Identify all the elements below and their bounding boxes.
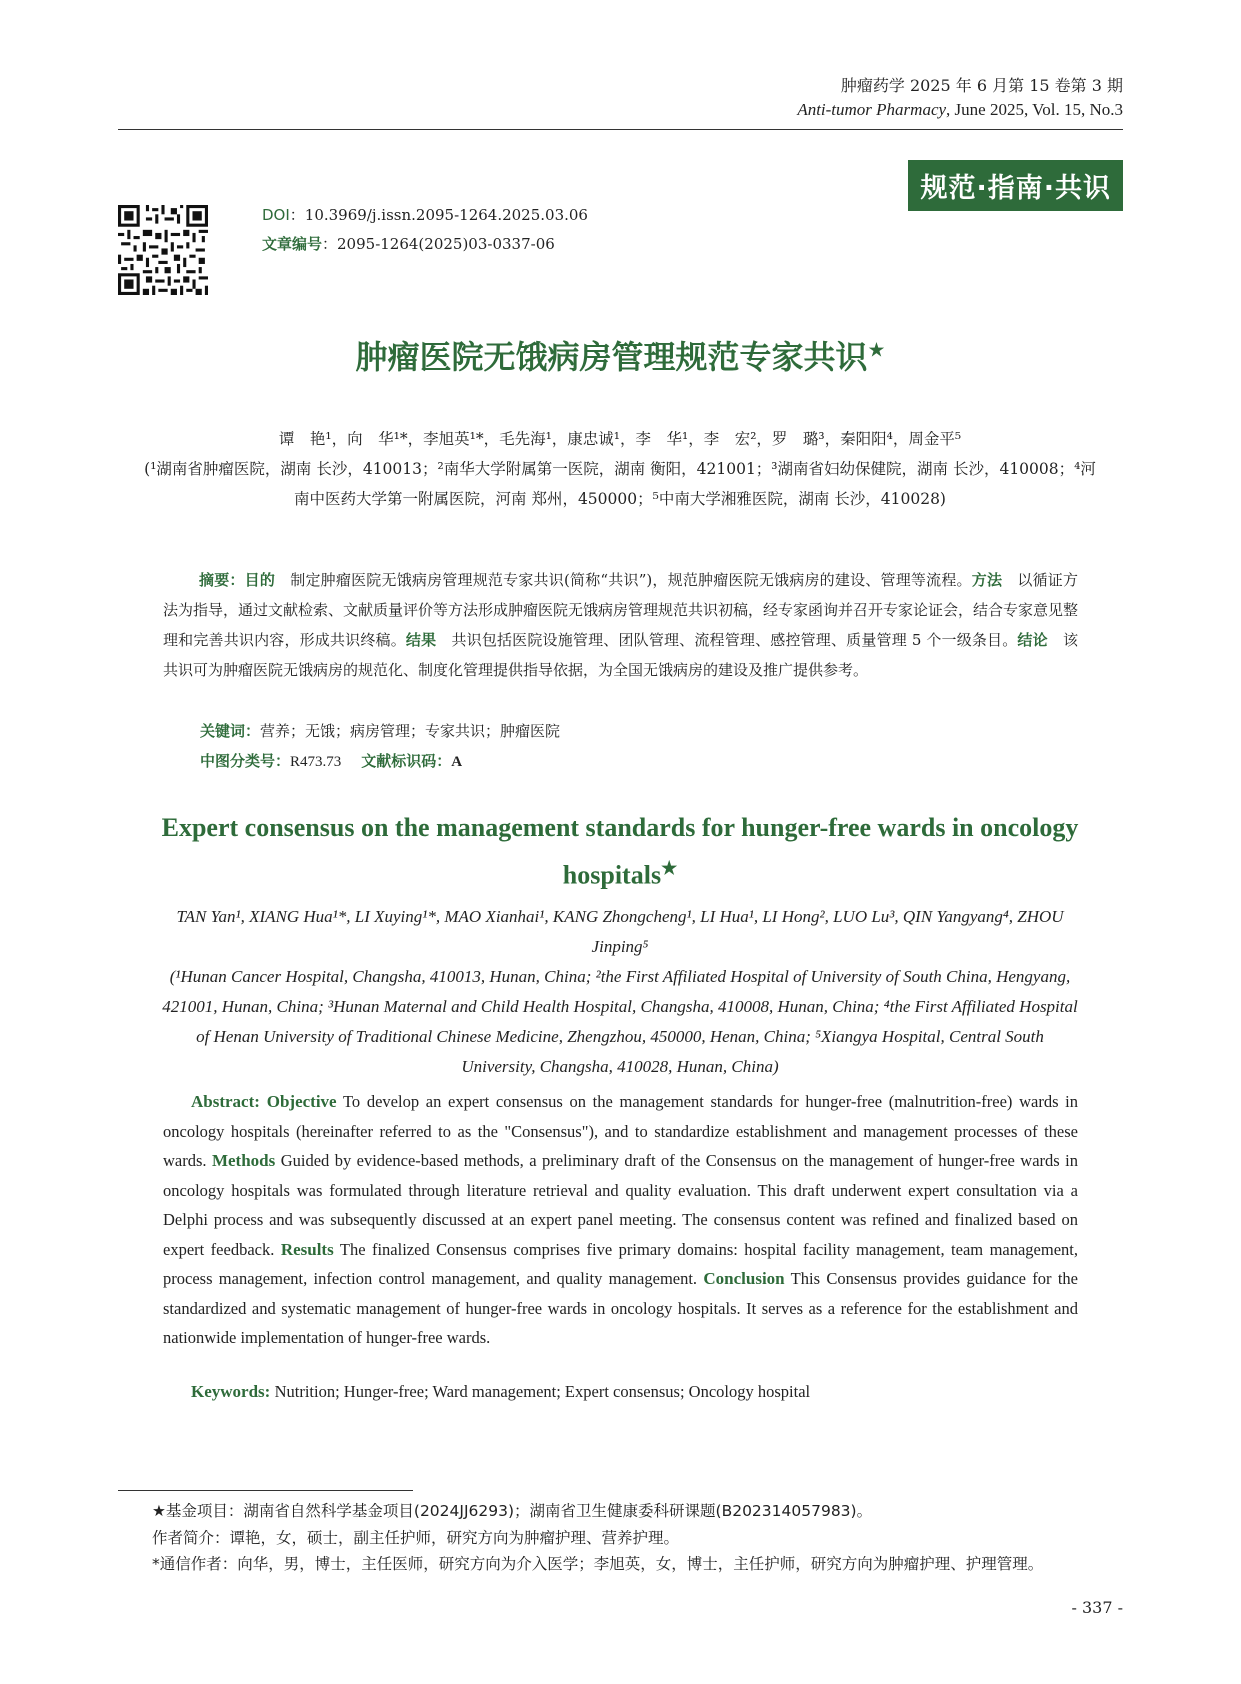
abstract-cn-methods: 以循证方法为指导，通过文献检索、文献质量评价等方法形成肿瘤医院无饿病房管理规范共识初稿，经专家函询并召开专家论证会，结合专家意见整理和完善共识内容，形成共识终稿。 [163,571,1079,649]
abstract-cn-conclusion-label: 结论 [1017,631,1048,649]
clc-label: 中图分类号： [200,752,291,770]
keywords-cn-label: 关键词： [200,722,261,740]
doi-value: ：10.3969/j.issn.2095-1264.2025.03.06 [289,206,588,224]
doc-code-value: A [451,754,463,770]
qr-code-icon [118,205,208,295]
journal-name-en: Anti-tumor Pharmacy [797,100,947,119]
abstract-en [163,1087,1078,1353]
affiliations-cn: (¹湖南省肿瘤医院，湖南 长沙，410013；²南华大学附属第一医院，湖南 衡阳，421001；³湖南省妇幼保健院，湖南 长沙，410008；⁴河南中医药大学第一附属医院，河南 郑州，450000；⁵中南大学湘雅医院，湖南 长沙，410028) [144,460,1096,508]
section-badge: 规范·指南·共识 [908,160,1123,211]
authors-cn: 谭 艳¹，向 华¹*，李旭英¹*，毛先海¹，康忠诚¹，李 华¹，李 宏²，罗 璐³，秦阳阳⁴，周金平⁵ [278,430,962,448]
clc-value: R473.73 [290,754,342,770]
keywords-en-value: Nutrition; Hunger-free; Ward management; Expert consensus; Oncology hospital [274,1382,811,1401]
doi-line [262,204,588,225]
issue-info-en: , June 2025, Vol. 15, No.3 [946,100,1123,119]
page-number: - 337 - [1071,1598,1123,1617]
doc-code-label: 文献标识码： [361,752,452,770]
title-en-star: ★ [661,858,678,878]
header-rule [118,129,1123,130]
title-cn-text: 肿瘤医院无饿病房管理规范专家共识 [355,338,868,376]
abstract-en-results: The finalized Consensus comprises five primary domains: hospital facility management, team management, process management, infection control management, and quality management. [163,1239,1079,1288]
abstract-en-objective-label: Objective [266,1092,337,1111]
abstract-en-conclusion: This Consensus provides guidance for the standardized and systematic management of hunger-free wards in oncology hospitals. It serves as a reference for the establishment and nationwide implementation of hunger-free wards. [163,1269,1078,1347]
abstract-en-methods: Guided by evidence-based methods, a preliminary draft of the Consensus on the management of hunger-free wards in oncology hospitals was formulated through literature retrieval and quality evaluation. This draft underwent expert consultation via a Delphi process and was subsequently discussed at an expert panel meeting. The consensus content was refined and finalized based on expert feedback. [163,1151,1078,1259]
title-cn [0,332,1241,378]
abstract-cn-objective-label: 目的 [244,571,276,589]
abstract-en-label: Abstract: [191,1092,267,1111]
abstract-cn-results: 共识包括医院设施管理、团队管理、流程管理、感控管理、质量管理 5 个一级条目。 [436,631,1018,649]
abstract-en-objective: To develop an expert consensus on the management standards for hunger-free (malnutrition-free) wards in oncology hospitals (hereinafter referred to as the "Consensus"), and to standardize establishment and management processes of these wards. [163,1092,1078,1170]
authors-en: TAN Yan¹, XIANG Hua¹*, LI Xuying¹*, MAO Xianhai¹, KANG Zhongcheng¹, LI Hua¹, LI Hong², LUO Lu³, QIN Yangyang⁴, ZHOU Jinping⁵ [176,907,1064,956]
keywords-en-label: Keywords: [191,1382,275,1401]
footnote-corresponding: *通信作者：向华，男，博士，主任医师，研究方向为介入医学；李旭英，女，博士，主任护师，研究方向为肿瘤护理、护理管理。 [152,1555,1044,1573]
article-number-label: 文章编号 [262,235,323,253]
article-number-value: ：2095-1264(2025)03-0337-06 [322,235,555,253]
classification-line [200,750,462,771]
abstract-cn-objective: 制定肿瘤医院无饿病房管理规范专家共识(简称“共识”)，规范肿瘤医院无饿病房的建设、管理等流程。 [275,571,972,589]
abstract-en-results-label: Results [280,1239,334,1259]
footnote-rule [118,1490,413,1491]
keywords-cn-value: 营养；无饿；病房管理；专家共识；肿瘤医院 [260,722,561,740]
doi-label: DOI [262,206,290,224]
footnote-fund: ★基金项目：湖南省自然科学基金项目(2024JJ6293)；湖南省卫生健康委科研课题(B202314057983)。 [152,1502,873,1520]
abstract-en-methods-label: Methods [211,1151,276,1170]
affiliations-en: (¹Hunan Cancer Hospital, Changsha, 410013, Hunan, China; ²the First Affiliated Hospital of University of South China, Hengyang, 421001, Hunan, China; ³Hunan Maternal and Child Health Hospital, Changsha, 410008, Hunan, China; ⁴the First Affiliated Hospital of Henan University of Traditional Chinese Medicine, Zhengzhou, 450000, Henan, China; ⁵Xiangya Hospital, Central South University, Changsha, 410028, Hunan, China) [162,967,1078,1076]
abstract-cn-label: 摘要： [199,571,245,589]
abstract-cn-conclusion: 该共识可为肿瘤医院无饿病房的规范化、制度化管理提供指导依据，为全国无饿病房的建设及推广提供参考。 [163,631,1078,679]
abstract-en-conclusion-label: Conclusion [703,1269,785,1288]
abstract-cn-methods-label: 方法 [971,571,1003,589]
footnote-author-intro: 作者简介：谭艳，女，硕士，副主任护师，研究方向为肿瘤护理、营养护理。 [152,1529,680,1547]
title-cn-star: ★ [867,337,886,362]
running-header-en [797,100,1123,120]
keywords-en [191,1382,810,1402]
article-number-line [262,233,555,254]
running-header-cn: 肿瘤药学 2025 年 6 月第 15 卷第 3 期 [840,76,1123,95]
abstract-cn [163,565,1078,685]
title-en [140,808,1100,896]
abstract-cn-results-label: 结果 [405,631,437,649]
keywords-cn [200,720,560,741]
title-en-text: Expert consensus on the management standards for hunger-free wards in oncology hospitals [161,813,1079,890]
